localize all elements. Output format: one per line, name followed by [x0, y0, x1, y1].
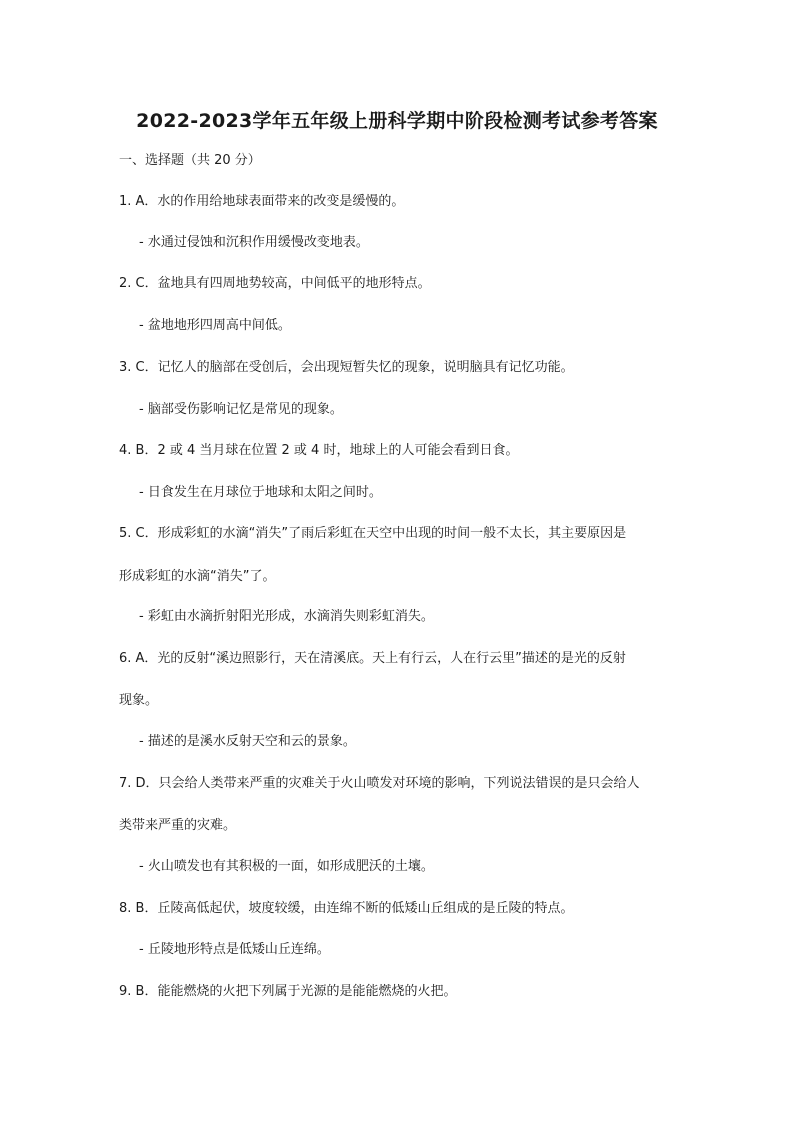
answer-item-8: 8. B．丘陵高低起伏，坡度较缓，由连绵不断的低矮山丘组成的是丘陵的特点。	[119, 901, 574, 916]
answer-note-7: - 火山喷发也有其积极的一面，如形成肥沃的土壤。	[139, 859, 434, 874]
answer-item-3: 3. C．记忆人的脑部在受创后，会出现短暂失忆的现象，说明脑具有记忆功能。	[119, 360, 574, 375]
answer-note-1: - 水通过侵蚀和沉积作用缓慢改变地表。	[139, 235, 369, 250]
answer-note-8: - 丘陵地形特点是低矮山丘连绵。	[139, 942, 330, 957]
answer-item-2: 2. C．盆地具有四周地势较高，中间低平的地形特点。	[119, 276, 431, 291]
answer-item-9: 9. B．能能燃烧的火把下列属于光源的是能能燃烧的火把。	[119, 984, 457, 999]
answer-item-7-line1: 7. D．只会给人类带来严重的灾难关于火山喷发对环境的影响，下列说法错误的是只会给人	[119, 776, 640, 791]
answer-note-2: - 盆地地形四周高中间低。	[139, 318, 291, 333]
answer-item-5-line1: 5. C．形成彩虹的水滴“消失”了雨后彩虹在天空中出现的时间一般不太长，其主要原因是	[119, 526, 627, 541]
answer-item-1: 1. A．水的作用给地球表面带来的改变是缓慢的。	[119, 194, 405, 209]
page-title: 2022-2023学年五年级上册科学期中阶段检测考试参考答案	[136, 110, 658, 132]
answer-note-6: - 描述的是溪水反射天空和云的景象。	[139, 734, 356, 749]
answer-item-6-line1: 6. A．光的反射“溪边照影行，天在清溪底。天上有行云，人在行云里”描述的是光的反射	[119, 651, 626, 666]
answer-item-4: 4. B．2 或 4 当月球在位置 2 或 4 时，地球上的人可能会看到日食。	[119, 443, 519, 458]
answer-item-7-line2: 类带来严重的灾难。	[119, 818, 237, 833]
answer-note-5: - 彩虹由水滴折射阳光形成，水滴消失则彩虹消失。	[139, 609, 434, 624]
answer-item-6-line2: 现象。	[119, 693, 159, 708]
answer-note-3: - 脑部受伤影响记忆是常见的现象。	[139, 402, 343, 417]
section-heading: 一、选择题（共 20 分）	[119, 153, 261, 168]
answer-item-5-line2: 形成彩虹的水滴“消失”了。	[119, 569, 276, 584]
answer-note-4: - 日食发生在月球位于地球和太阳之间时。	[139, 485, 382, 500]
